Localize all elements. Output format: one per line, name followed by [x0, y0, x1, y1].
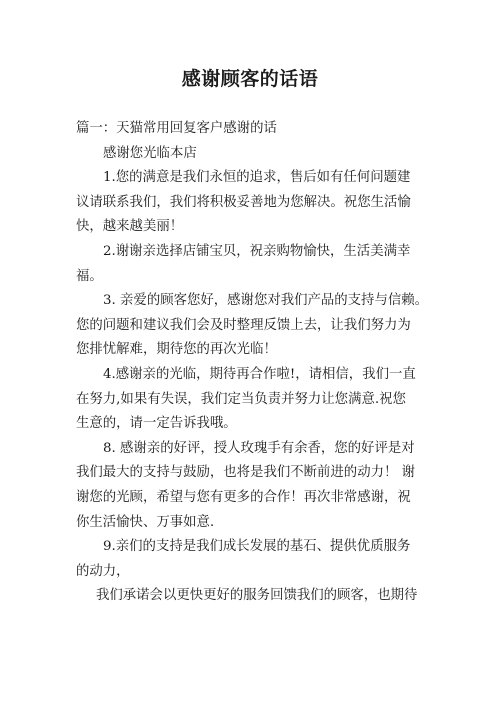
paragraph-line: 议请联系我们，我们将积极妥善地为您解决。祝您生活愉	[76, 194, 411, 210]
paragraph-line: 我们最大的支持与鼓励，也将是我们不断前进的动力！ 谢	[76, 465, 416, 481]
paragraph-line: 9.亲们的支持是我们成长发展的基石、提供优质服务	[103, 539, 411, 555]
paragraph-line: 你生活愉快、万事如意.	[76, 514, 215, 530]
section-heading: 篇一：天猫常用回复客户感谢的话	[76, 121, 277, 136]
paragraph-line: 1.您的满意是我们永恒的追求，售后如有任何问题建	[103, 170, 411, 186]
paragraph-line: 您排忧解难，期待您的再次光临！	[76, 342, 277, 358]
paragraph-line: 生意的，请一定告诉我哦。	[76, 416, 237, 432]
paragraph-line: 福。	[76, 268, 103, 284]
paragraph-line: 我们承诺会以更快更好的服务回馈我们的顾客，也期待	[96, 588, 418, 604]
paragraph-line: 的动力，	[76, 563, 130, 579]
paragraph-line: 2.谢谢亲选择店铺宝贝，祝亲购物愉快，生活美满幸	[103, 243, 411, 259]
document-body	[76, 117, 429, 609]
paragraph-line: 在努力,如果有失误，我们定当负责并努力让您满意.祝您	[76, 391, 406, 407]
paragraph-line: 谢您的光顾，希望与您有更多的合作！再次非常感谢，祝	[76, 489, 411, 505]
paragraph-line: 8. 感谢亲的好评，授人玫瑰手有余香，您的好评是对	[103, 440, 415, 456]
paragraph-line: 您的问题和建议我们会及时整理反馈上去，让我们努力为	[76, 317, 411, 333]
paragraph-line: 3. 亲爱的顾客您好，感谢您对我们产品的支持与信赖。	[103, 293, 429, 309]
document-title: 感谢顾客的话语	[181, 68, 319, 90]
paragraph-line: 4.感谢亲的光临，期待再合作啦!，请相信，我们一直	[103, 366, 416, 382]
paragraph-line: 感谢您光临本店	[103, 145, 197, 161]
paragraph-line: 快，越来越美丽！	[76, 219, 184, 235]
